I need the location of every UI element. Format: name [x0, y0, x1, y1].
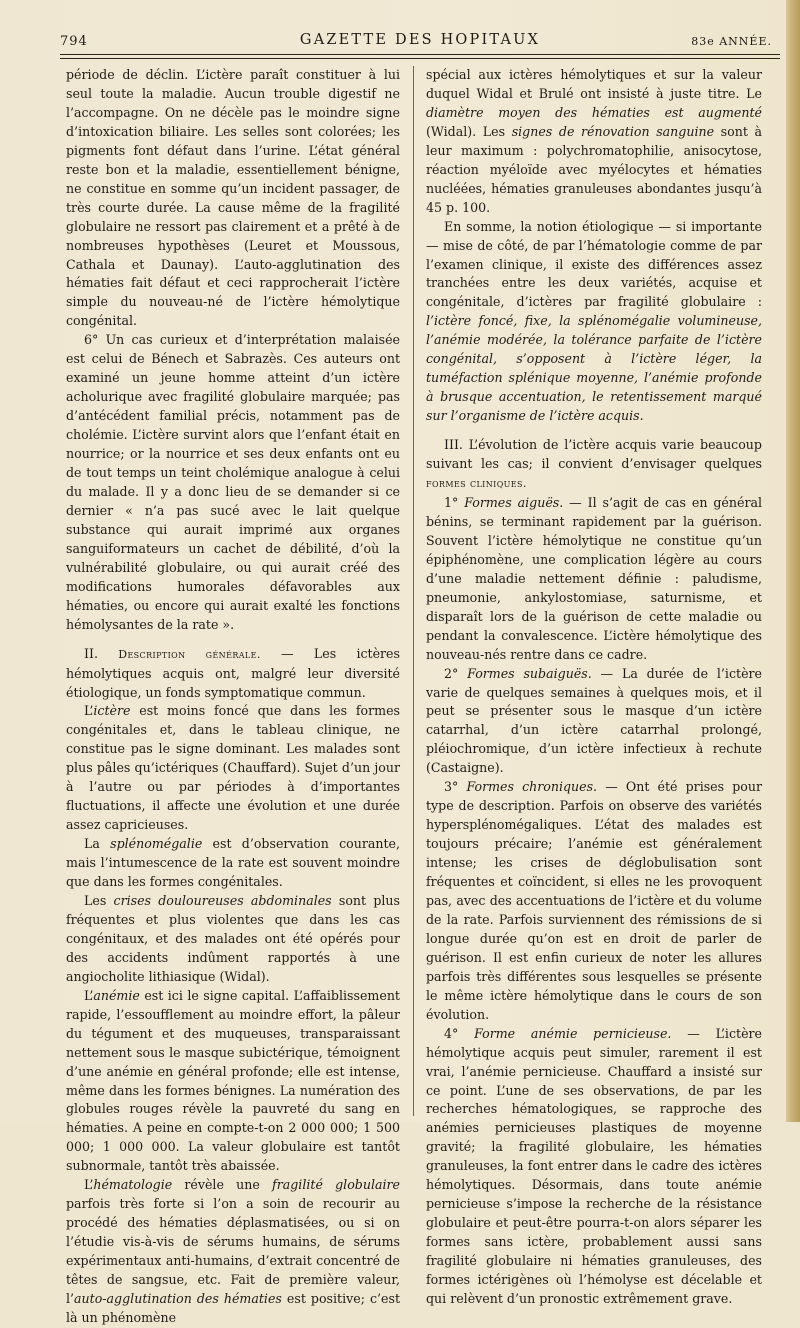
section-heading: formes cliniques.: [426, 477, 527, 491]
journal-title: GAZETTE DES HOPITAUX: [299, 32, 541, 48]
paragraph: En somme, la notion étiologique — si importante — mise de côté, de par l’hématologie comme de par l’examen clinique, il existe des différences assez tranchées entre les deux variétés, acquise et congénitale, d’ictères par fragilité globulaire : l’ictère foncé, fixe, la splénomégalie volumineuse, l’anémie modérée, la tolérance parfaite de l’ictère congénital, s’opposent à l’ictère léger, la tuméfaction splénique moyenne, l’anémie profonde à brusque accentuation, le retentissement marqué sur l’organisme de l’ictère acquis.: [426, 218, 762, 424]
paragraph: L’anémie est ici le signe capital. L’affaiblissement rapide, l’essoufflement au moindre effort, la pâleur du tégument et des muqueuses, transparaissant nettement sous le masque subictérique, témoignent d’une anémie en général profonde; elle est intense, même dans les formes bénignes. La numération des globules rouges révèle la pauvreté du sang en hématies. A peine en compte-t-on 2 000 000; 1 500 000; 1 000 000. La valeur globulaire est tantôt subnormale, tantôt très abaissée.: [66, 987, 400, 1174]
page-number: 794: [60, 34, 88, 49]
paragraph: Les crises douloureuses abdominales sont plus fréquentes et plus violentes que dans les cas congénitaux, et des malades ont été opérés pour des accidents indûment rapportés à une angiocholite lithiasique (Widal).: [66, 892, 400, 984]
paragraph: 3° Formes chroniques. — Ont été prises pour type de description. Parfois on observe des variétés hypersplénomégaliques. L’état des malades est toujours précaire; l’anémie est généralement intense; les crises de déglobulisation sont fréquentes et coïncident, si elles ne les provoquent pas, avec des accentuations de l’ictère et du volume de la rate. Parfois surviennent des rémissions de si longue durée qu’on est en droit de parler de guérison. Il est enfin curieux de noter les allures parfois très différentes sous lesquelles se présente le même ictère hémolytique dans le cours de son évolution.: [426, 779, 762, 1022]
page-edge-shadow: [786, 0, 800, 1122]
paragraph: 2° Formes subaiguës. — La durée de l’ictère varie de quelques semaines à quelques mois, et il peut se présenter sous le masque d’un ictère catarrhal, d’un ictère catarrhal prolongé, pléiochromique, d’un ictère infectieux à rechute (Castaigne).: [426, 665, 762, 776]
left-column: [66, 66, 400, 1328]
right-column: [426, 66, 762, 1309]
header-rule-bottom: [60, 58, 780, 59]
column-separator: [413, 66, 414, 1116]
paragraph: 4° Forme anémie pernicieuse. — L’ictère hémolytique acquis peut simuler, rarement il est vrai, l’anémie pernicieuse. Chauffard a insisté sur ce point. L’une de ses observations, de par les recherches hématologiques, se rapproche des anémies pernicieuses plastiques de moyenne gravité; la fragilité globulaire, les hématies granuleuses, la font entrer dans le cadre des ictères hémolytiques. Désormais, dans toute anémie pernicieuse s’impose la recherche de la résistance globulaire et peut-être pourra-t-on alors séparer les formes sans ictère, probablement aussi sans fragilité globulaire ni hématies granuleuses, des formes ictérigènes où l’hémolyse est décelable et qui relèvent d’un pronostic extrêmement grave.: [426, 1025, 762, 1306]
section-heading-paragraph: III. L’évolution de l’ictère acquis varie beaucoup suivant les cas; il convient d’envisager quelques formes cliniques.: [426, 437, 762, 491]
header-rule-top: [60, 54, 780, 55]
year-label: 83e ANNÉE.: [691, 35, 772, 48]
paragraph: période de déclin. L’ictère paraît constituer à lui seul toute la maladie. Aucun trouble digestif ne l’accompagne. On ne décèle pas le moindre signe d’intoxication biliaire. Les selles sont colorées; les pigments font défaut dans l’urine. L’état général reste bon et la maladie, essentiellement bénigne, ne constitue en somme qu’un incident passager, de très courte durée. La cause même de la fragilité globulaire ne ressort pas clairement et a prêté à de nombreuses hypothèses (Leuret et Moussous, Cathala et Daunay). L’auto-agglutination des hématies fait défaut et ceci rapprocherait l’ictère simple du nouveau-né de l’ictère hémolytique congénital.: [66, 67, 400, 329]
paragraph: spécial aux ictères hémolytiques et sur la valeur duquel Widal et Brulé ont insisté à juste titre. Le diamètre moyen des hématies est augmenté (Widal). Les signes de rénovation sanguine sont à leur maximum : polychromatophilie, anisocytose, réaction myéloïde avec myélocytes et hématies nucléées, hématies granuleuses abondantes jusqu’à 45 p. 100.: [426, 67, 762, 215]
paragraph: 1° Formes aiguës. — Il s’agit de cas en général bénins, se terminant rapidement par la guérison. Souvent l’ictère hémolytique ne constitue qu’un épiphénomène, une complication légère au cours d’une maladie nettement définie : paludisme, pneumonie, ankylostomiase, saturnisme, et disparaît lors de la guérison de cette maladie ou pendant la convalescence. L’ictère hémolytique des nouveau-nés rentre dans ce cadre.: [426, 494, 763, 662]
paragraph: L’ictère est moins foncé que dans les formes congénitales et, dans le tableau clinique, ne constitue pas le signe dominant. Les malades sont plus pâles qu’ictériques (Chauffard). Sujet d’un jour à l’autre ou par périodes à d’importantes fluctuations, il affecte une évolution et une durée assez capricieuses.: [66, 703, 400, 833]
paragraph: L’hématologie révèle une fragilité globulaire parfois très forte si l’on a soin de recourir au procédé des hématies déplasmatisées, ou si on l’étudie vis-à-vis de sérums humains, de sérums expérimentaux anti-humains, d’extrait concentré de têtes de sangsue, etc. Fait de première valeur, l’auto-agglutination des hématies est positive; c’est là un phénomène: [66, 1177, 401, 1325]
paragraph: La splénomégalie est d’observation courante, mais l’intumescence de la rate est souvent moindre que dans les formes congénitales.: [66, 836, 400, 890]
section-heading: Description générale.: [118, 647, 261, 661]
paragraph: 6° Un cas curieux et d’interprétation malaisée est celui de Bénech et Sabrazès. Ces auteurs ont examiné un jeune homme atteint d’un ictère acholurique avec fragilité globulaire marquée; pas d’antécédent familial précis, notamment pas de cholémie. L’ictère survint alors que l’enfant était en nourrice; or la nourrice et ses deux enfants ont eu de tout temps un teint cholémique analogue à celui du malade. Il y a donc lieu de se demander si ce dernier « n’a pas sucé avec le lait quelque substance qui aurait imprimé aux organes sanguiformateurs un cachet de débilité, d’où la vulnérabilité globulaire, ou qui aurait créé des modifications humorales défavorables aux hématies, ou encore qui aurait exalté les fonctions hémolysantes de la rate ».: [66, 332, 400, 632]
page-header: [60, 26, 780, 48]
section-heading-paragraph: II. Description générale. — Les ictères hémolytiques acquis ont, malgré leur diversité étiologique, un fonds symptomatique commun.: [66, 645, 400, 700]
